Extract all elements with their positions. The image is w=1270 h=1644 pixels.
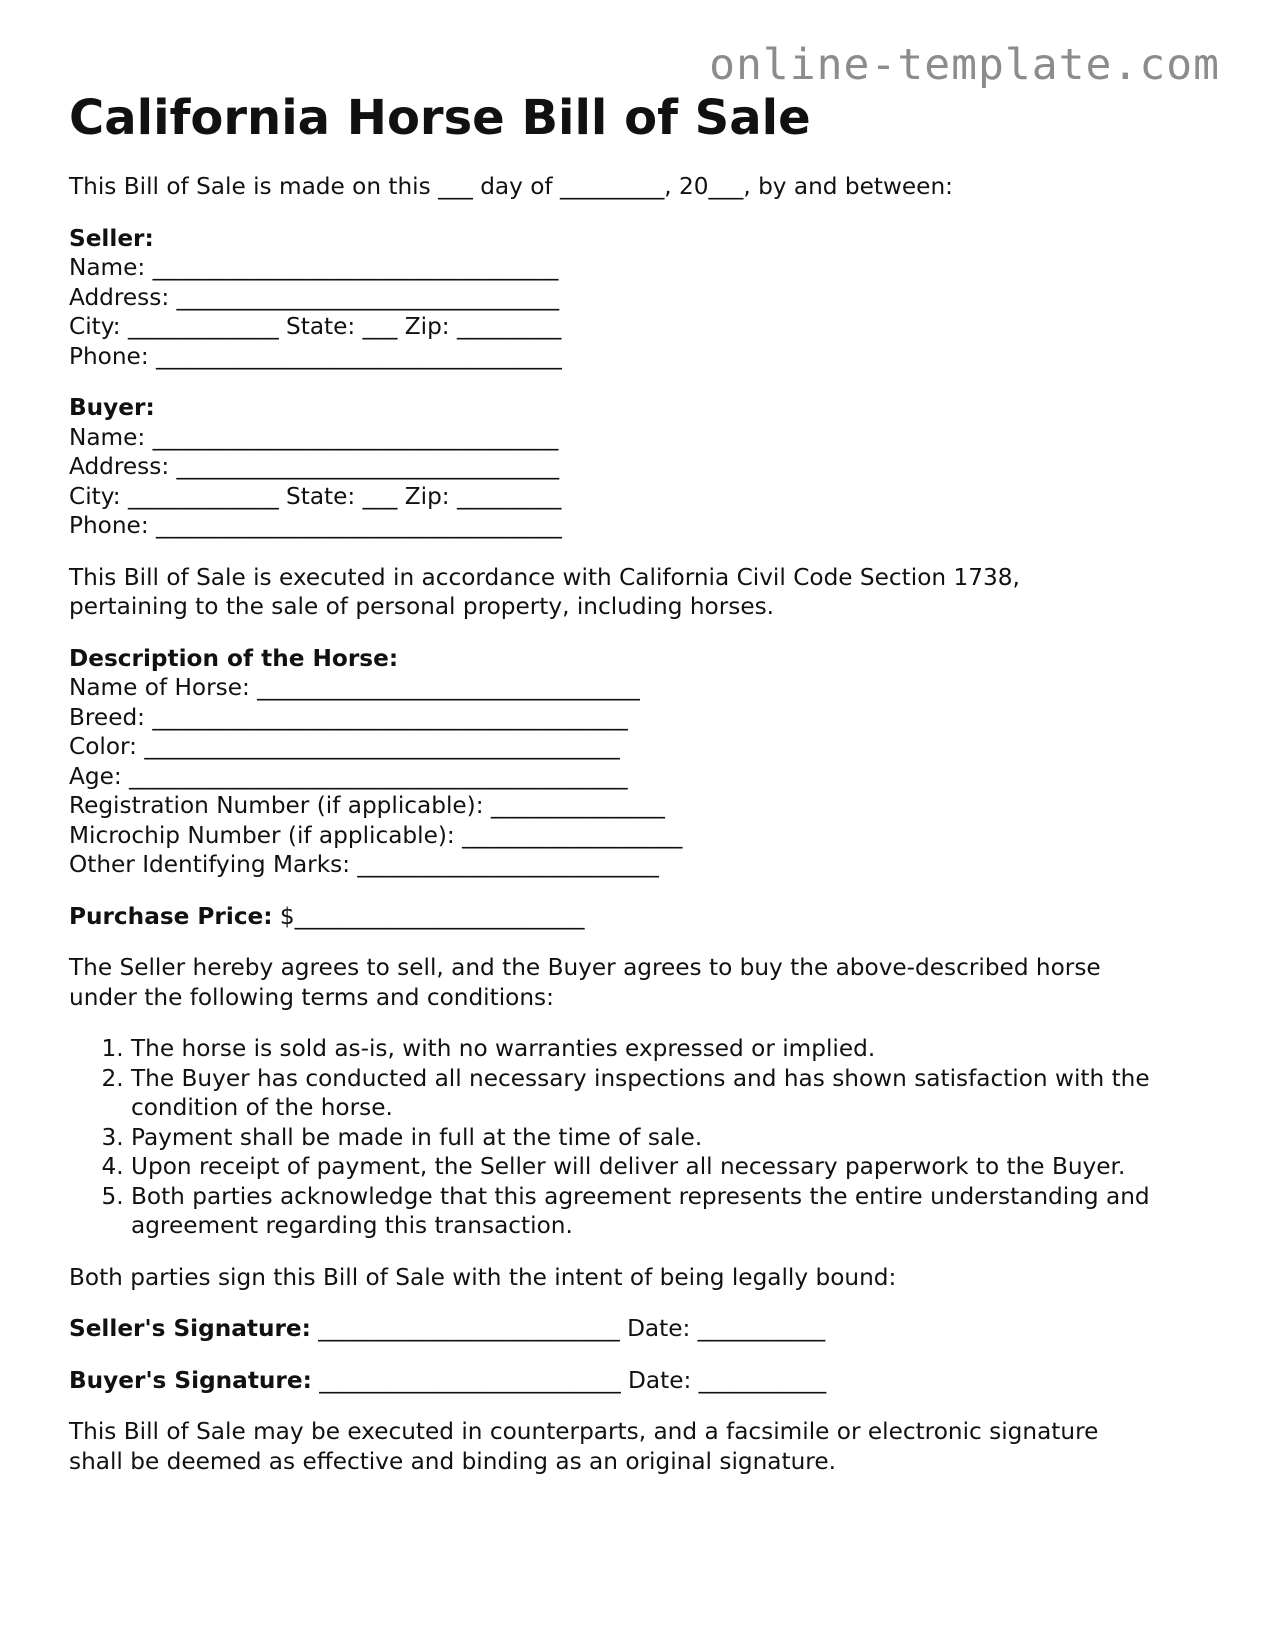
seller-phone-field: Phone: ___________________________________ (69, 342, 562, 370)
closing-line: This Bill of Sale may be executed in counterparts, and a facsimile or electronic signature (69, 1418, 1099, 1445)
seller-city-state-zip-field: City: _____________ State: ___ Zip: _________ (69, 313, 562, 340)
horse-color-field: Color: _________________________________________ (69, 733, 620, 760)
purchase-price-blank: $_________________________ (272, 902, 585, 930)
seller-signature-blank: __________________________ Date: ___________ (310, 1315, 826, 1342)
buyer-city-state-zip-field: City: _____________ State: ___ Zip: _________ (69, 482, 562, 510)
watermark: online-template.com (709, 40, 1220, 90)
closing-line: shall be deemed as effective and binding as an original signature. (69, 1447, 836, 1475)
horse-age-field: Age: ___________________________________________ (69, 762, 628, 790)
document-page (69, 86, 1209, 1476)
statute-paragraph (69, 563, 1209, 622)
horse-registration-field: Registration Number (if applicable): _______________ (69, 792, 665, 819)
seller-name-field: Name: ___________________________________ (69, 254, 559, 281)
terms-list-item: 5. Both parties acknowledge that this agreement represents the entire understanding and agreement regarding this transaction. (131, 1182, 1209, 1241)
purchase-price-line (69, 902, 1209, 932)
agreement-line: The Seller hereby agrees to sell, and the Buyer agrees to buy the above-described horse (69, 954, 1101, 981)
agreement-line: under the following terms and conditions: (69, 983, 554, 1011)
horse-name-field: Name of Horse: _________________________________ (69, 674, 640, 701)
buyer-name-field: Name: ___________________________________ (69, 423, 559, 451)
seller-address-field: Address: _________________________________ (69, 283, 560, 311)
buyer-section (69, 393, 1209, 541)
buyer-signature-blank: __________________________ Date: ___________ (311, 1366, 827, 1394)
terms-list-item: 4. Upon receipt of payment, the Seller will deliver all necessary paperwork to the Buyer. (131, 1152, 1209, 1182)
intro-line: This Bill of Sale is made on this ___ day of _________, 20___, by and between: (69, 173, 953, 200)
horse-heading: Description of the Horse: (69, 644, 399, 672)
horse-microchip-field: Microchip Number (if applicable): ___________________ (69, 821, 683, 849)
closing-paragraph (69, 1417, 1209, 1476)
horse-section (69, 644, 1209, 880)
seller-signature-line (69, 1314, 1209, 1344)
seller-heading: Seller: (69, 224, 154, 252)
sign-intro-line: Both parties sign this Bill of Sale with the intent of being legally bound: (69, 1263, 897, 1291)
terms-list-item: 1. The horse is sold as-is, with no warranties expressed or implied. (131, 1034, 1209, 1064)
seller-signature-label: Seller's Signature: (69, 1315, 311, 1342)
purchase-price-label: Purchase Price: (69, 902, 273, 930)
terms-list-item: 2. The Buyer has conducted all necessary inspections and has shown satisfaction with the condition of the horse. (131, 1064, 1209, 1123)
terms-list-item: 3. Payment shall be made in full at the time of sale. (131, 1123, 1209, 1153)
buyer-heading: Buyer: (69, 394, 155, 421)
seller-section (69, 224, 1209, 372)
statute-line: pertaining to the sale of personal property, including horses. (69, 593, 775, 620)
buyer-address-field: Address: _________________________________ (69, 453, 560, 480)
statute-line: This Bill of Sale is executed in accordance with California Civil Code Section 1738, (69, 563, 1020, 591)
terms-list (69, 1034, 1209, 1241)
buyer-signature-label: Buyer's Signature: (69, 1366, 312, 1394)
buyer-phone-field: Phone: ___________________________________ (69, 512, 562, 539)
horse-marks-field: Other Identifying Marks: __________________________ (69, 851, 659, 878)
horse-breed-field: Breed: _________________________________________ (69, 703, 628, 731)
buyer-signature-line (69, 1366, 1209, 1396)
document-title: California Horse Bill of Sale (69, 90, 811, 146)
agreement-paragraph (69, 953, 1209, 1012)
